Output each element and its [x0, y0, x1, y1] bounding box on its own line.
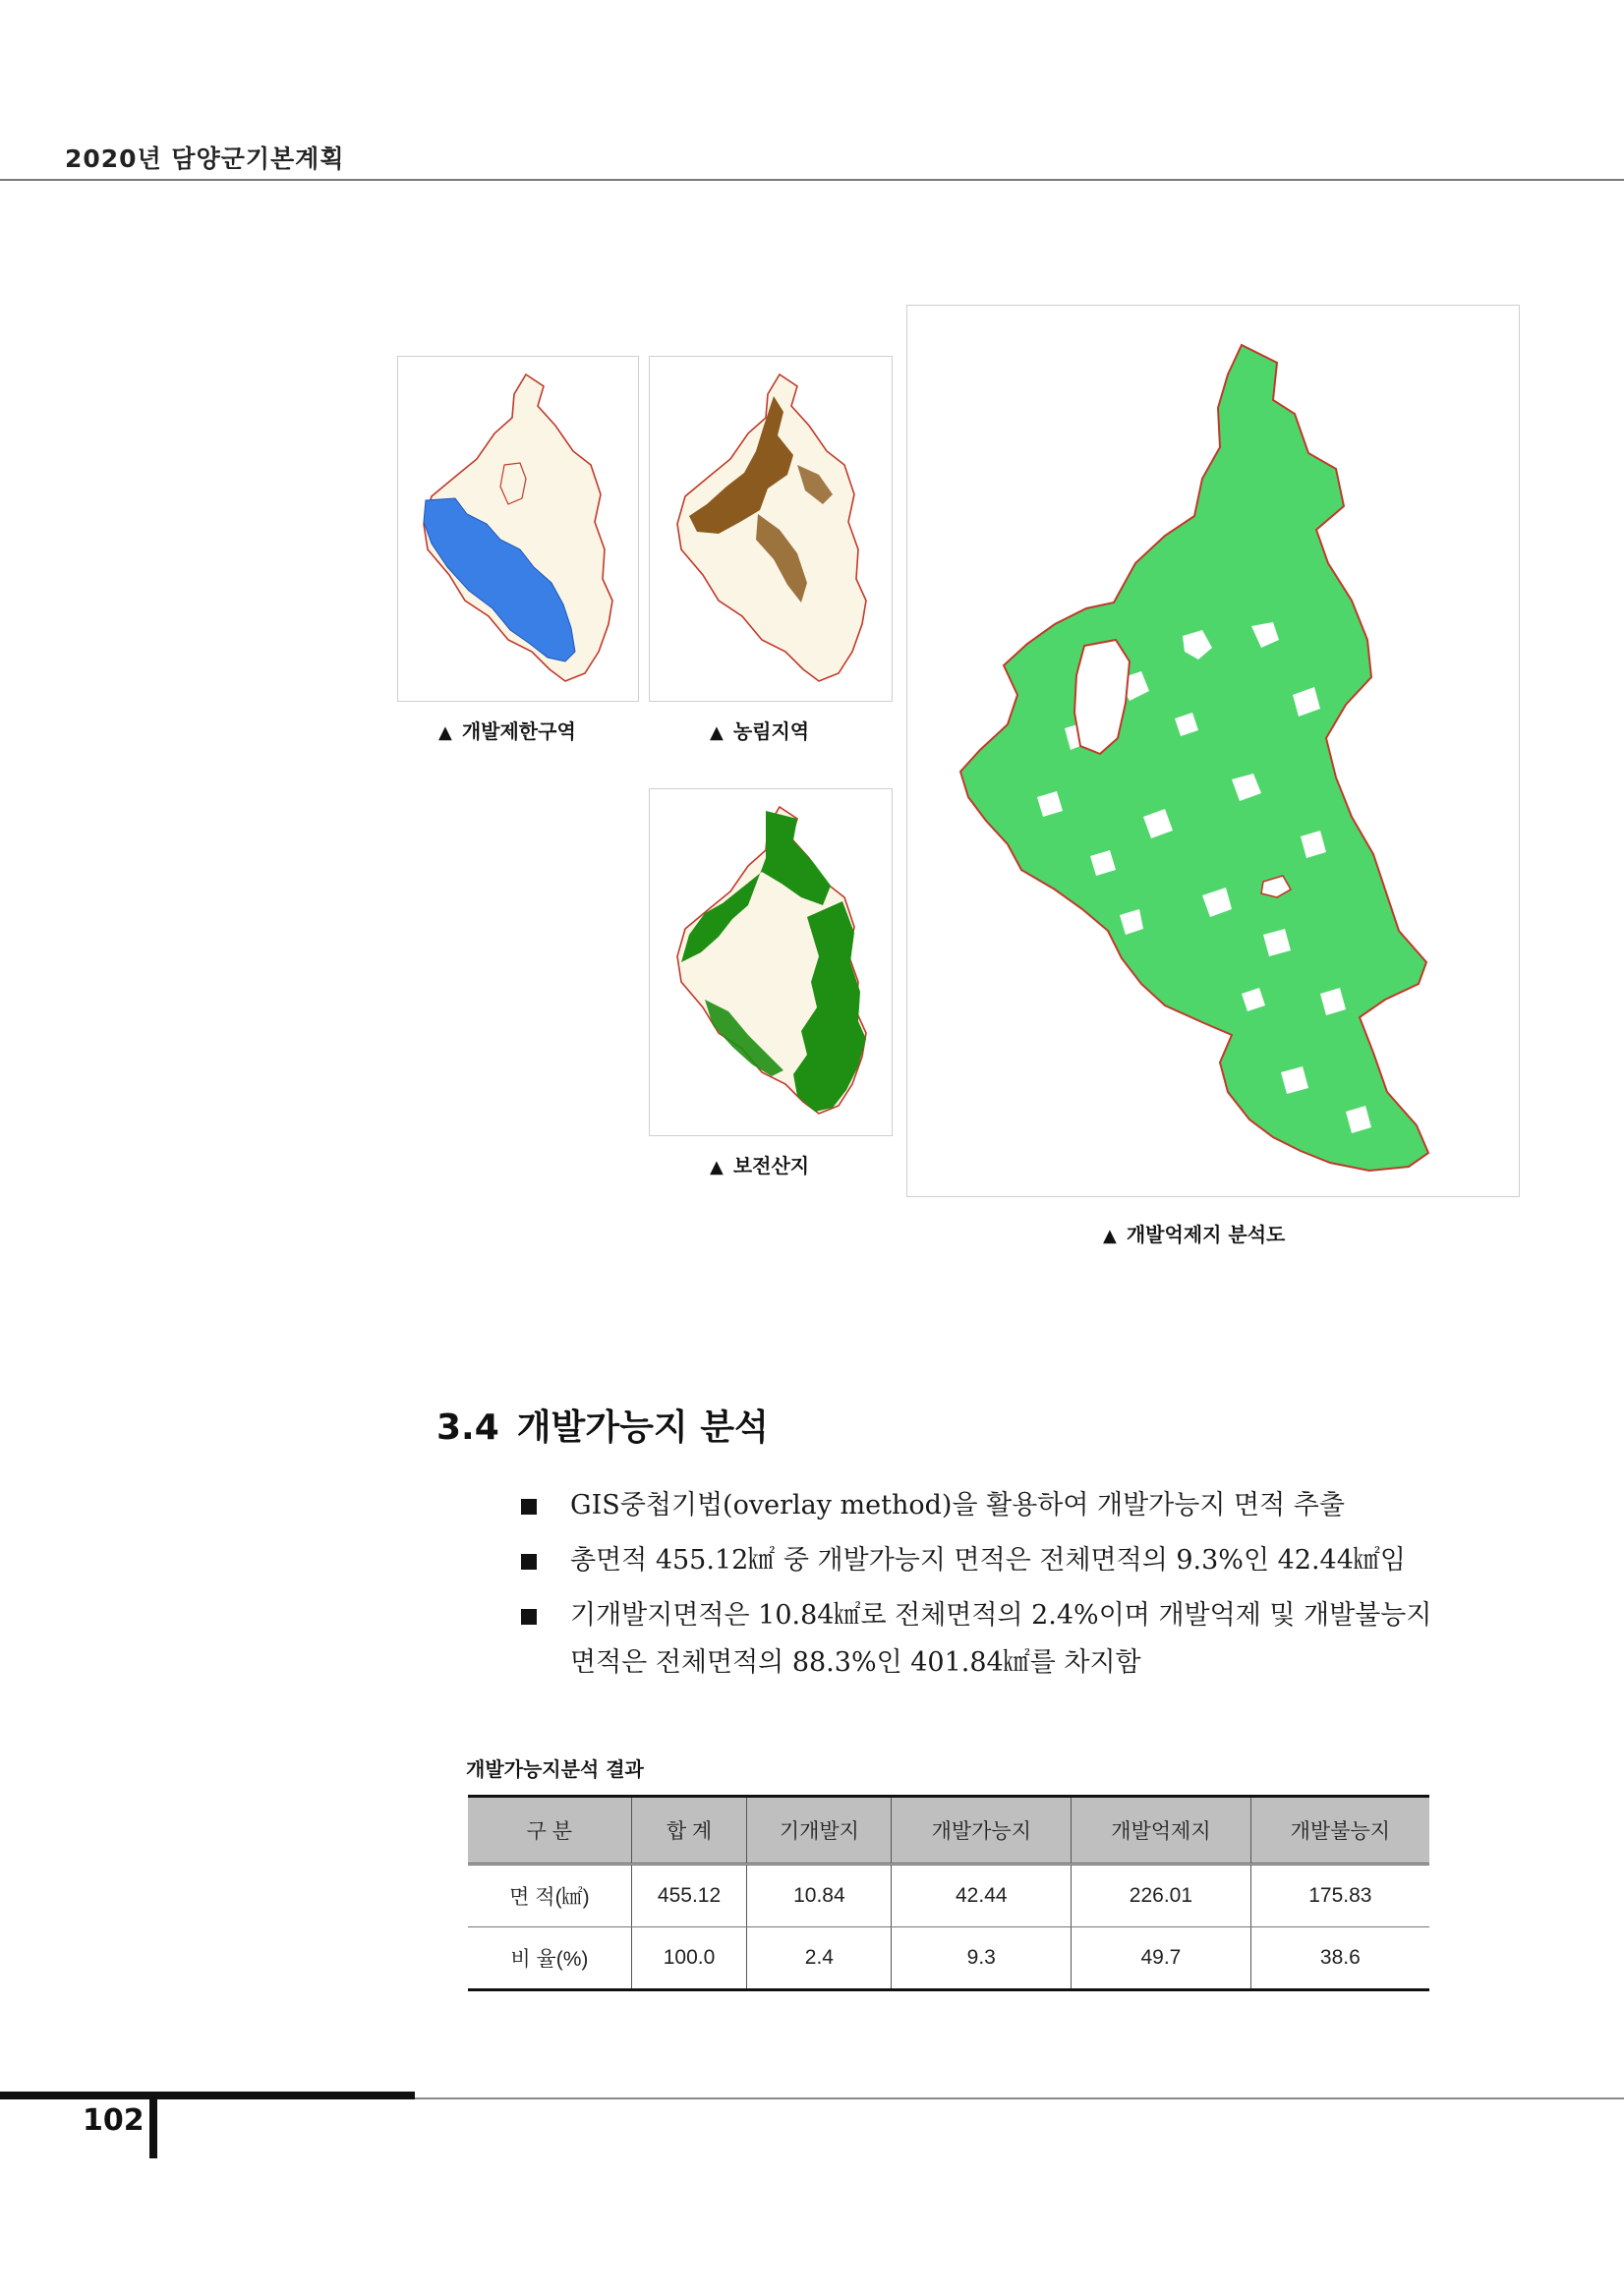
header-suppressed: 개발억제지: [1072, 1797, 1251, 1865]
bullet-item: [521, 1537, 1435, 1584]
cell-value: 10.84: [747, 1865, 892, 1927]
cell-value: 42.44: [892, 1865, 1072, 1927]
map-suppression: [906, 305, 1520, 1197]
cell-value: 38.6: [1250, 1927, 1429, 1990]
header-total: 합 계: [631, 1797, 747, 1865]
bullet-text: GIS중첩기법(overlay method)을 활용하여 개발가능지 면적 추출: [570, 1490, 1345, 1521]
header-developed: 기개발지: [747, 1797, 892, 1865]
map-restricted-zone: [397, 356, 639, 702]
running-header: 2020년 담양군기본계획: [65, 144, 345, 173]
triangle-icon: ▲: [710, 722, 724, 743]
caption-agri-forest: ▲ 농림지역: [710, 719, 810, 743]
result-table: [468, 1795, 1429, 1991]
page-number-bar: [149, 2099, 157, 2158]
bullet-text: 총면적 455.12㎢ 중 개발가능지 면적은 전체면적의 9.3%인 42.44㎢임: [570, 1545, 1406, 1576]
table-header-row: [468, 1797, 1429, 1865]
map-restricted-zone-graphic: [398, 357, 638, 701]
square-bullet-icon: [521, 1554, 537, 1570]
triangle-icon: ▲: [710, 1157, 724, 1177]
map-agri-forest-graphic: [650, 357, 892, 701]
county-outline: [960, 345, 1428, 1171]
bullet-list: [521, 1482, 1435, 1694]
map-conservation-graphic: [650, 789, 892, 1135]
bullet-item: [521, 1592, 1435, 1687]
row-label: 면 적(㎢): [468, 1865, 631, 1927]
section-heading: [436, 1400, 769, 1450]
cell-value: 2.4: [747, 1927, 892, 1990]
page-number: 102: [83, 2103, 145, 2138]
cell-value: 455.12: [631, 1865, 747, 1927]
cell-value: 9.3: [892, 1927, 1072, 1990]
footer-accent-rule: [0, 2092, 415, 2099]
cell-value: 49.7: [1072, 1927, 1251, 1990]
cell-value: 100.0: [631, 1927, 747, 1990]
map-conservation: [649, 788, 893, 1136]
cell-value: 175.83: [1250, 1865, 1429, 1927]
map-agri-forest: [649, 356, 893, 702]
cell-value: 226.01: [1072, 1865, 1251, 1927]
row-label: 비 율(%): [468, 1927, 631, 1990]
header-developable: 개발가능지: [892, 1797, 1072, 1865]
triangle-icon: ▲: [438, 722, 452, 743]
square-bullet-icon: [521, 1609, 537, 1625]
table-row-area: [468, 1865, 1429, 1927]
triangle-icon: ▲: [1103, 1226, 1117, 1246]
caption-restricted-zone: ▲ 개발제한구역: [438, 719, 576, 743]
table-title: 개발가능지분석 결과: [466, 1757, 644, 1781]
section-title-text: 개발가능지 분석: [516, 1407, 769, 1448]
bullet-text: 기개발지면적은 10.84㎢로 전체면적의 2.4%이며 개발억제 및 개발불능지 면적은 전체면적의 88.3%인 401.84㎢를 차지함: [570, 1600, 1432, 1678]
square-bullet-icon: [521, 1499, 537, 1515]
map-suppression-graphic: [907, 306, 1519, 1196]
header-category: 구 분: [468, 1797, 631, 1865]
header-rule: [0, 179, 1624, 181]
table-row-ratio: [468, 1927, 1429, 1990]
section-number: 3.4: [436, 1407, 499, 1448]
header-undevelopable: 개발불능지: [1250, 1797, 1429, 1865]
caption-suppression: ▲ 개발억제지 분석도: [1103, 1223, 1286, 1246]
bullet-item: [521, 1482, 1435, 1529]
caption-conservation: ▲ 보전산지: [710, 1154, 810, 1177]
